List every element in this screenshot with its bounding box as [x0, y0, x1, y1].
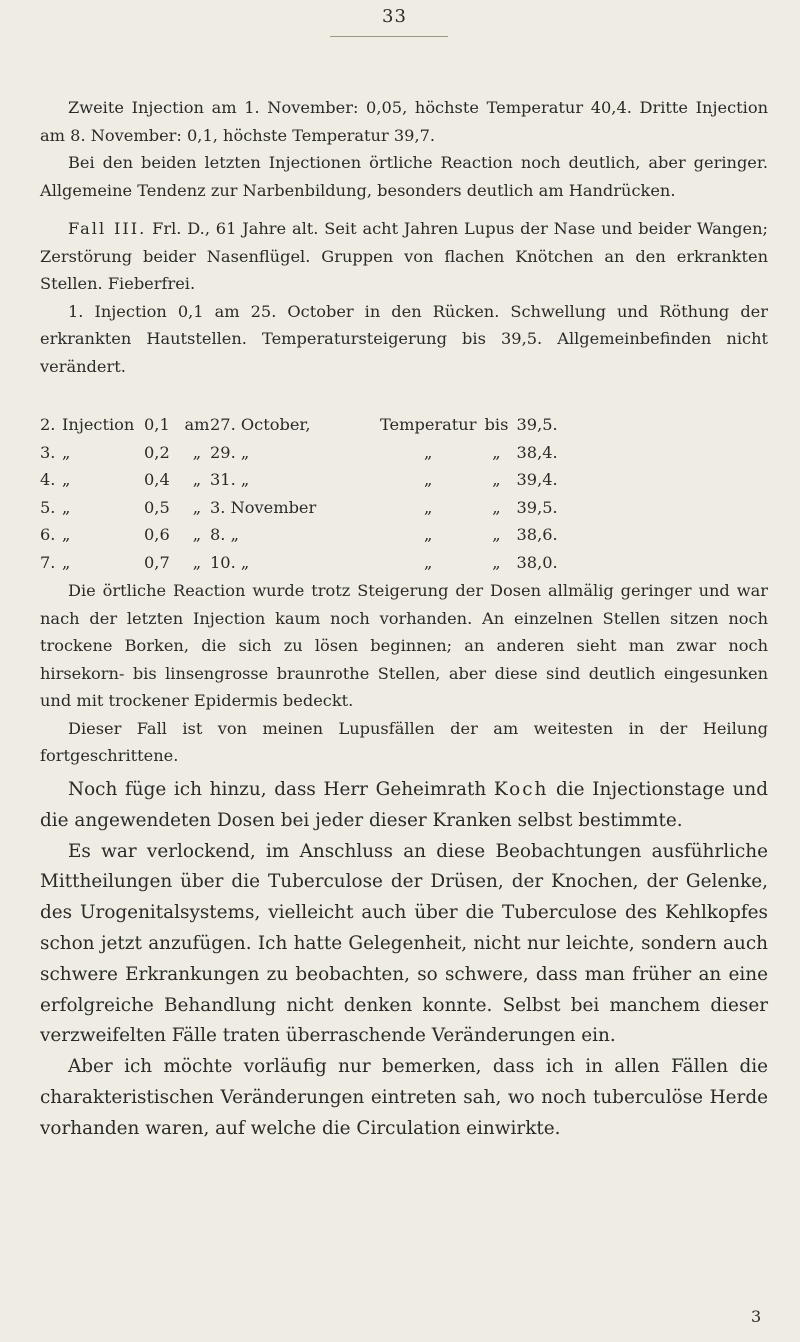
- case-description: Frl. D., 61 Jahre alt. Seit acht Jahren Lupus der Nase und beider Wangen; Zerstörung beider Nasenflügel. Gruppen von flachen Knötchen an den erkrankten Stellen. Fieberfrei.: [40, 219, 769, 293]
- injection-temp-label: Temperatur: [380, 415, 477, 435]
- injection-bis: „: [492, 497, 501, 517]
- paragraph-first-injection: 1. Injection 0,1 am 25. October in den Rücken. Schwellung und Röthung der erkrankten Hautstellen. Temperatursteigerung bis 39,5. Allgemeinbefinden nicht verändert.: [40, 301, 768, 376]
- injection-row: [40, 466, 558, 494]
- injection-dose: 0,6: [144, 525, 170, 545]
- injection-label: Injection: [62, 415, 135, 435]
- injection-label: „: [62, 552, 71, 572]
- injection-num: 2.: [40, 415, 56, 435]
- paragraph-injections-summary: Zweite Injection am 1. November: 0,05, höchste Temperatur 40,4. Dritte Injection am 8. November: 0,1, höchste Temperatur 39,7.: [40, 98, 768, 145]
- paragraph-tuberculosis-observations: Es war verlockend, im Anschluss an diese Beobachtungen ausführliche Mittheilungen über die Tuberculose der Drüsen, der Knochen, der Gelenke, des Urogenitalsystems, vielleicht auch über die Tuberculose des Kehlkopfes schon jetzt anzufügen. Ich hatte Gelegenheit, nicht nur leichte, sondern auch schwere Erkrankungen zu beobachten, so schwere, dass man früher an eine erfolgreiche Behandlung nicht denken konnte. Selbst bei manchem dieser verzweifelten Fälle traten überraschende Veränderungen ein.: [40, 840, 768, 1047]
- paragraph-case-conclusion: Dieser Fall ist von meinen Lupusfällen der am weitesten in der Heilung fortgeschrittene.: [40, 718, 768, 765]
- injection-temp-label: „: [424, 442, 433, 462]
- injection-dose: 0,5: [144, 497, 170, 517]
- main-section: [40, 775, 768, 1145]
- injection-bis: „: [492, 442, 501, 462]
- injection-bis: „: [492, 552, 501, 572]
- injection-am: „: [192, 525, 202, 545]
- paragraph-koch-note: Noch füge ich hinzu, dass Herr Geheimrath Koch die Injectionstage und die angewendeten Dosen bei jeder dieser Kranken selbst bestimmte.: [40, 779, 768, 831]
- paragraph-local-reaction: Bei den beiden letzten Injectionen örtliche Reaction noch deutlich, aber geringer. Allgemeine Tendenz zur Narbenbildung, besonders deutlich am Handrücken.: [40, 153, 768, 200]
- injection-am: am: [184, 415, 210, 435]
- injection-date: 3. November: [210, 497, 317, 517]
- injection-dose: 0,4: [144, 470, 170, 490]
- injection-num: 5.: [40, 497, 56, 517]
- injection-temp: 38,0.: [516, 552, 558, 572]
- after-table-section: [40, 577, 768, 770]
- injection-row: [40, 411, 558, 439]
- injection-bis: „: [492, 470, 501, 490]
- injection-row: [40, 439, 558, 467]
- paragraph-case-three: [40, 215, 768, 298]
- injection-temp: 39,5.: [516, 415, 558, 435]
- injection-dose: 0,1: [144, 415, 170, 435]
- page-number-bottom: 3: [751, 1307, 762, 1326]
- case-label: Fall III.: [68, 219, 147, 238]
- injection-num: 6.: [40, 525, 56, 545]
- injection-am: „: [192, 497, 202, 517]
- injection-date: 27. October,: [210, 415, 311, 435]
- injection-date: 31. „: [210, 470, 250, 490]
- paragraph-characteristic-changes: Aber ich möchte vorläufig nur bemerken, dass ich in allen Fällen die charakteristischen Veränderungen eintreten sah, wo noch tuberculöse Herde vorhanden waren, auf welche die Circulation einwirkte.: [40, 1056, 768, 1139]
- injection-label: „: [62, 470, 71, 490]
- injection-temp: 38,6.: [516, 525, 558, 545]
- page-number-top: 33: [382, 6, 407, 27]
- injection-dose: 0,2: [144, 442, 170, 462]
- injection-am: „: [192, 442, 202, 462]
- injection-row: [40, 494, 558, 522]
- injection-label: „: [62, 442, 71, 462]
- injection-bis: „: [492, 525, 501, 545]
- injection-date: 29. „: [210, 442, 250, 462]
- injection-date: 10. „: [210, 552, 250, 572]
- injection-row: [40, 549, 558, 577]
- injection-temp: 39,4.: [516, 470, 558, 490]
- injection-temp: 39,5.: [516, 497, 558, 517]
- intro-section: [40, 94, 768, 380]
- injection-dose: 0,7: [144, 552, 170, 572]
- injection-am: „: [192, 470, 202, 490]
- injection-temp-label: „: [424, 497, 433, 517]
- injection-bis: bis: [484, 415, 509, 435]
- header-rule: [330, 36, 448, 37]
- injection-row: [40, 521, 558, 549]
- injection-label: „: [62, 525, 71, 545]
- paragraph-reaction-outcome: Die örtliche Reaction wurde trotz Steigerung der Dosen allmälig geringer und war nach der letzten Injection kaum noch vorhanden. An einzelnen Stellen sitzen noch trockene Borken, die sich zu lösen beginnen; an anderen sieht man zwar noch hirsekorn- bis linsengrosse braunrothe Stellen, aber diese sind deutlich eingesunken und mit trockener Epidermis bedeckt.: [40, 581, 768, 710]
- injection-label: „: [62, 497, 71, 517]
- injection-num: 7.: [40, 552, 56, 572]
- injection-temp: 38,4.: [516, 442, 558, 462]
- injection-num: 3.: [40, 442, 56, 462]
- injection-temp-label: „: [424, 552, 433, 572]
- injection-date: 8. „: [210, 525, 239, 545]
- injection-num: 4.: [40, 470, 56, 490]
- injection-temp-label: „: [424, 470, 433, 490]
- name-koch: Koch: [493, 779, 549, 800]
- injection-table: [40, 411, 558, 576]
- injection-temp-label: „: [424, 525, 433, 545]
- injection-am: „: [192, 552, 202, 572]
